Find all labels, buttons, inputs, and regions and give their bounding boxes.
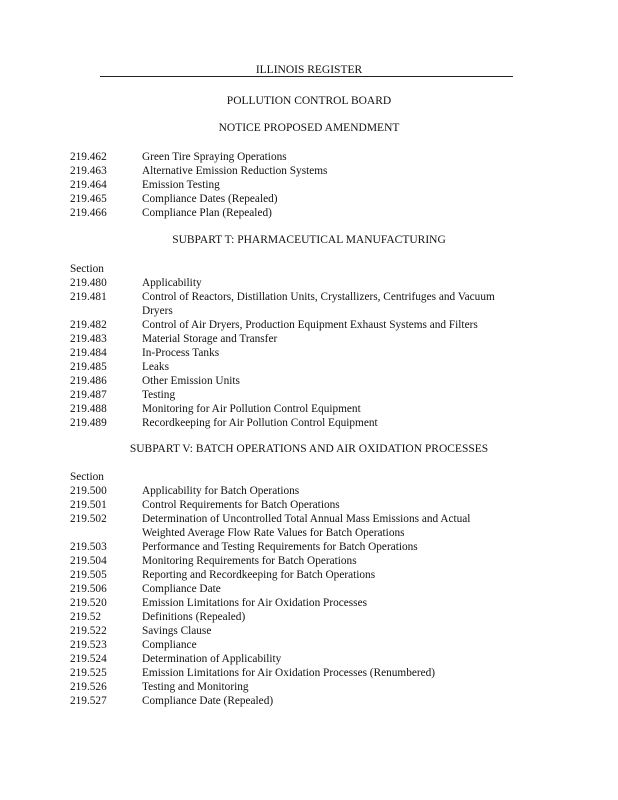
list-item	[0, 346, 618, 360]
section-number: 219.480	[70, 277, 107, 289]
section-number: 219.504	[70, 555, 107, 567]
list-item	[0, 192, 618, 206]
section-number: 219.523	[70, 639, 107, 651]
list-item	[0, 568, 618, 582]
section-number: 219.524	[70, 653, 107, 665]
subpart-v-heading: SUBPART V: BATCH OPERATIONS AND AIR OXIDATION PROCESSES	[129, 443, 489, 455]
list-item	[0, 540, 618, 554]
section-title: Compliance	[142, 639, 197, 651]
list-item	[0, 624, 618, 638]
section-number: 219.522	[70, 625, 107, 637]
section-title: Weighted Average Flow Rate Values for Batch Operations	[142, 527, 405, 539]
section-number: 219.481	[70, 291, 107, 303]
section-title: Testing	[142, 389, 176, 401]
section-title: Applicability	[142, 277, 202, 289]
section-title: Compliance Date (Repealed)	[142, 695, 274, 707]
subpart-t-heading: SUBPART T: PHARMACEUTICAL MANUFACTURING	[172, 234, 446, 246]
section-title: Emission Limitations for Air Oxidation Processes (Renumbered)	[142, 667, 436, 679]
section-label: Section	[70, 263, 104, 275]
section-title: Monitoring for Air Pollution Control Equipment	[142, 403, 361, 415]
list-item	[0, 178, 618, 192]
section-number: 219.52	[70, 611, 102, 623]
list-item	[0, 680, 618, 694]
section-title: In-Process Tanks	[142, 347, 220, 359]
section-title: Compliance Dates (Repealed)	[142, 193, 278, 205]
section-number: 219.500	[70, 485, 107, 497]
list-item	[0, 402, 618, 416]
list-item	[0, 666, 618, 680]
notice-title: NOTICE PROPOSED AMENDMENT	[218, 122, 400, 134]
section-title: Green Tire Spraying Operations	[142, 151, 287, 163]
list-item	[0, 332, 618, 346]
section-title: Alternative Emission Reduction Systems	[142, 165, 328, 177]
section-number: 219.503	[70, 541, 107, 553]
list-item	[0, 526, 618, 540]
section-number: 219.506	[70, 583, 107, 595]
list-item	[0, 388, 618, 402]
section-number: 219.520	[70, 597, 107, 609]
list-item	[0, 512, 618, 526]
section-title: Emission Testing	[142, 179, 220, 191]
section-number: 219.464	[70, 179, 107, 191]
list-item	[0, 416, 618, 430]
section-title: Leaks	[142, 361, 169, 373]
list-item	[0, 638, 618, 652]
section-title: Reporting and Recordkeeping for Batch Operations	[142, 569, 376, 581]
list-item	[0, 290, 618, 304]
list-item	[0, 276, 618, 290]
section-number: 219.488	[70, 403, 107, 415]
section-number: 219.501	[70, 499, 107, 511]
subpart-t-list	[0, 276, 618, 430]
list-item	[0, 206, 618, 220]
section-title: Applicability for Batch Operations	[142, 485, 300, 497]
agency-title: POLLUTION CONTROL BOARD	[226, 95, 392, 107]
list-item	[0, 374, 618, 388]
list-item	[0, 596, 618, 610]
register-title: ILLINOIS REGISTER	[255, 64, 363, 76]
section-number: 219.526	[70, 681, 107, 693]
section-title: Other Emission Units	[142, 375, 240, 387]
list-item	[0, 610, 618, 624]
section-title: Control Requirements for Batch Operations	[142, 499, 340, 511]
section-title: Material Storage and Transfer	[142, 333, 278, 345]
list-item	[0, 150, 618, 164]
list-item	[0, 652, 618, 666]
list-item	[0, 694, 618, 708]
section-title: Determination of Uncontrolled Total Annual Mass Emissions and Actual	[142, 513, 471, 525]
section-number: 219.485	[70, 361, 107, 373]
section-title: Control of Reactors, Distillation Units, Crystallizers, Centrifuges and Vacuum	[142, 291, 495, 303]
section-number: 219.482	[70, 319, 107, 331]
section-title: Dryers	[142, 305, 173, 317]
section-number: 219.502	[70, 513, 107, 525]
list-item	[0, 582, 618, 596]
section-title: Emission Limitations for Air Oxidation Processes	[142, 597, 367, 609]
list-item	[0, 554, 618, 568]
section-number: 219.505	[70, 569, 107, 581]
section-number: 219.484	[70, 347, 107, 359]
list-item	[0, 164, 618, 178]
section-title: Savings Clause	[142, 625, 212, 637]
section-title: Recordkeeping for Air Pollution Control Equipment	[142, 417, 378, 429]
section-title: Compliance Date	[142, 583, 221, 595]
section-number: 219.486	[70, 375, 107, 387]
section-title: Testing and Monitoring	[142, 681, 249, 693]
section-number: 219.489	[70, 417, 107, 429]
section-number: 219.483	[70, 333, 107, 345]
section-number: 219.525	[70, 667, 107, 679]
list-item	[0, 498, 618, 512]
section-title: Determination of Applicability	[142, 653, 282, 665]
section-number: 219.463	[70, 165, 107, 177]
list-item	[0, 484, 618, 498]
subpart-v-list	[0, 484, 618, 708]
section-label: Section	[70, 471, 104, 483]
section-number: 219.487	[70, 389, 107, 401]
section-title: Performance and Testing Requirements for Batch Operations	[142, 541, 418, 553]
section-title: Compliance Plan (Repealed)	[142, 207, 272, 219]
subpart-tt-tail-list	[0, 150, 618, 220]
section-number: 219.462	[70, 151, 107, 163]
list-item	[0, 318, 618, 332]
section-title: Monitoring Requirements for Batch Operations	[142, 555, 357, 567]
list-item	[0, 360, 618, 374]
section-number: 219.466	[70, 207, 107, 219]
section-title: Definitions (Repealed)	[142, 611, 246, 623]
list-item	[0, 304, 618, 318]
header-rule	[100, 76, 513, 77]
section-title: Control of Air Dryers, Production Equipment Exhaust Systems and Filters	[142, 319, 478, 331]
section-number: 219.527	[70, 695, 107, 707]
section-number: 219.465	[70, 193, 107, 205]
